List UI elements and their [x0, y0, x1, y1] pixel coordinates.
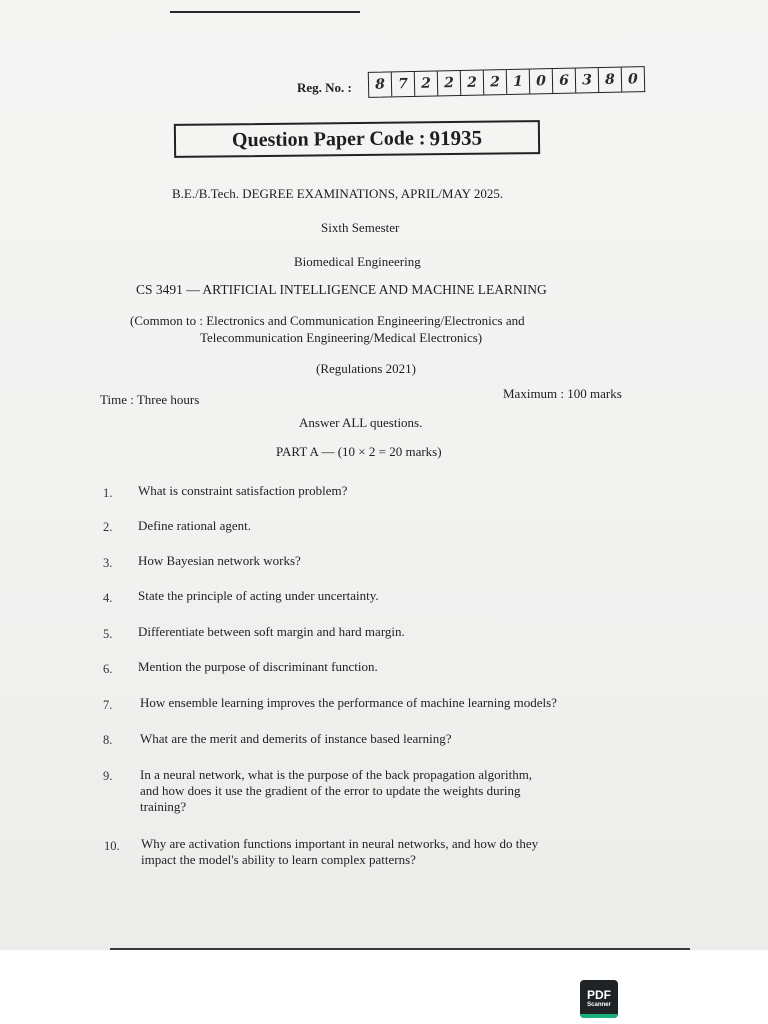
- question-number: 2.: [103, 520, 113, 534]
- question-text: What are the merit and demerits of instance based learning?: [140, 731, 452, 746]
- reg-digit: 6: [553, 69, 576, 93]
- question-number: 7.: [103, 698, 113, 712]
- bottom-rule: [110, 948, 690, 950]
- semester: Sixth Semester: [321, 220, 400, 235]
- branch: Biomedical Engineering: [294, 254, 421, 269]
- question-text-line: and how does it use the gradient of the error to update the weights during: [140, 783, 521, 798]
- reg-digit: 2: [484, 70, 507, 94]
- question-text: Mention the purpose of discriminant function.: [138, 659, 378, 674]
- instruction: Answer ALL questions.: [299, 415, 423, 430]
- regulations: (Regulations 2021): [316, 361, 417, 376]
- reg-no-boxes: [368, 66, 645, 98]
- pdf-scanner-watermark-icon: [580, 980, 618, 1018]
- qp-code-label: Question Paper Code :: [231, 126, 426, 151]
- common-to-line-1: (Common to : Electronics and Communication Engineering/Electronics and: [130, 313, 525, 328]
- question-text: How ensemble learning improves the performance of machine learning models?: [140, 695, 557, 710]
- top-rule: [170, 11, 360, 13]
- reg-digit: 2: [461, 70, 484, 94]
- reg-digit: 8: [369, 72, 392, 96]
- time-allowed: Time : Three hours: [100, 392, 200, 407]
- part-a-heading: PART A — (10 × 2 = 20 marks): [276, 444, 442, 459]
- question-text-line: impact the model's ability to learn complex patterns?: [141, 852, 416, 867]
- reg-digit: 7: [392, 72, 415, 96]
- question-number: 3.: [103, 556, 113, 570]
- maximum-marks: Maximum : 100 marks: [503, 386, 622, 401]
- watermark-stripe: [580, 1014, 618, 1018]
- reg-digit: 2: [415, 71, 438, 95]
- question-number: 10.: [104, 839, 120, 853]
- common-to-line-2: Telecommunication Engineering/Medical Electronics): [200, 330, 483, 345]
- question-text: How Bayesian network works?: [138, 553, 301, 568]
- question-paper-code-box: [174, 120, 540, 158]
- reg-digit: 0: [530, 69, 553, 93]
- exam-title: B.E./B.Tech. DEGREE EXAMINATIONS, APRIL/MAY 2025.: [172, 186, 504, 201]
- question-text-line: In a neural network, what is the purpose of the back propagation algorithm,: [140, 767, 533, 782]
- question-number: 4.: [103, 591, 113, 605]
- question-number: 5.: [103, 627, 113, 641]
- course-title: CS 3491 — ARTIFICIAL INTELLIGENCE AND MACHINE LEARNING: [136, 282, 547, 297]
- watermark-line-2: Scanner: [587, 1002, 611, 1008]
- reg-digit: 8: [599, 68, 622, 92]
- reg-digit: 1: [507, 70, 530, 94]
- reg-no-label: Reg. No. :: [297, 80, 352, 95]
- question-number: 1.: [103, 486, 113, 500]
- reg-digit: 3: [576, 68, 599, 92]
- reg-digit: 2: [438, 71, 461, 95]
- reg-digit: 0: [627, 71, 639, 88]
- question-text: State the principle of acting under uncertainty.: [138, 588, 379, 603]
- question-number: 8.: [103, 733, 113, 747]
- qp-code-value: 91935: [429, 125, 483, 150]
- question-number: 9.: [103, 769, 113, 783]
- question-text-line: Why are activation functions important in neural networks, and how do they: [141, 836, 539, 851]
- question-text: Define rational agent.: [138, 518, 251, 533]
- watermark-line-1: PDF: [587, 988, 611, 1002]
- question-text-line: training?: [140, 799, 187, 814]
- question-text: What is constraint satisfaction problem?: [138, 483, 348, 498]
- question-number: 6.: [103, 662, 113, 676]
- question-text: Differentiate between soft margin and hard margin.: [138, 624, 405, 639]
